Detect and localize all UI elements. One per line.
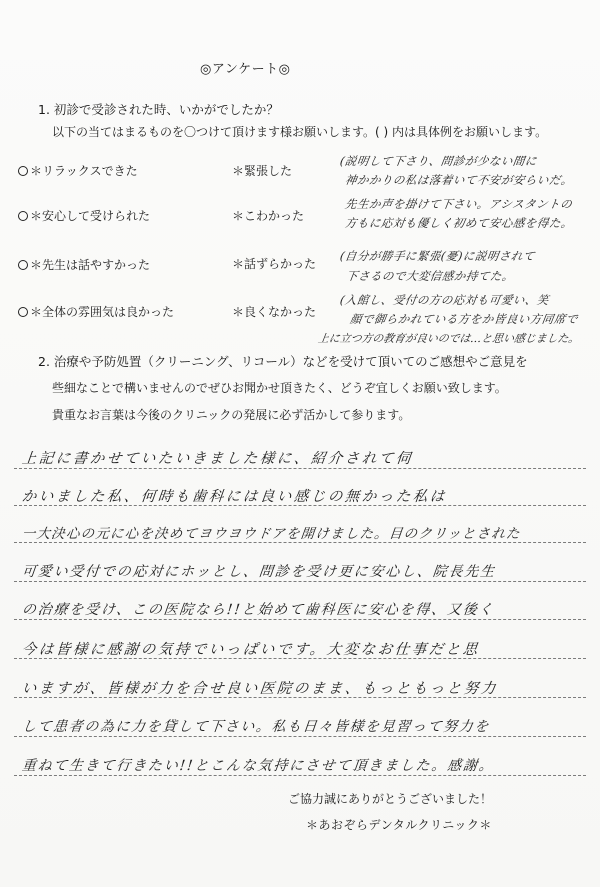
comment-line: して患者の為に力を貸して下さい。私も日々皆様を見習って努力を xyxy=(21,719,491,735)
comment-line: いますが、皆様が力を合せ良い医院のまま、もっともっと努力 xyxy=(21,681,499,697)
comment-line: 今は皆様に感謝の気持でいっぱいです。大変なお仕事だと思 xyxy=(21,642,481,658)
comment-rule xyxy=(14,736,586,737)
comment-line: かいました私、何時も歯科には良い感じの無かった私は xyxy=(21,489,448,505)
comment-line: 上記に書かせていたいきました様に、紹介されて伺 xyxy=(21,451,414,467)
question-2-line-3: 貴重なお言葉は今後のクリニックの発展に必ず活かして参ります。 xyxy=(52,408,411,422)
comment-rule xyxy=(14,775,586,776)
option-label: ＊安心して受けられた xyxy=(30,209,151,223)
comment-line: 一大決心の元に心を決めてヨウヨウドアを開けました。目のクリッとされた xyxy=(20,526,522,542)
clinic-name: ＊あおぞらデンタルクリニック＊ xyxy=(306,818,492,832)
comment-line: 重ねて生きて行きたい!!とこんな気持にさせて頂きました。感謝。 xyxy=(21,758,496,774)
comment-line: の治療を受け、この医院なら!!と始めて歯科医に安心を得、又後く xyxy=(21,602,496,618)
thank-you-note: ご協力誠にありがとうございました！ xyxy=(288,792,493,806)
comment-line: 可愛い受付での応対にホッとし、問診を受け更に安心し、院長先生 xyxy=(21,564,497,580)
option-nervous: ＊緊張した xyxy=(232,164,293,178)
option-not-good: ＊良くなかった xyxy=(232,305,317,319)
option-circle xyxy=(18,166,28,176)
option-easy-to-talk xyxy=(18,256,150,273)
option-hard-to-talk: ＊話ずらかった xyxy=(232,257,317,271)
option-circle xyxy=(18,307,28,317)
handwritten-remark: 上に立つ方の教育が良いのでは…と思い感じました。 xyxy=(317,332,581,345)
handwritten-remark: 下さるので大変信感か持てた。 xyxy=(345,269,515,283)
option-circle xyxy=(18,260,28,270)
handwritten-remark: (説明して下さり、問診が少ない間に xyxy=(339,154,538,168)
option-felt-safe xyxy=(18,207,150,224)
question-1-instruction: 以下の当てはまるものを〇つけて頂けます様お願いします。( ) 内は具体例をお願いします。 xyxy=(52,125,548,139)
handwritten-remark: 神かかりの私は落着いて不安が安らいだ。 xyxy=(344,173,574,187)
comment-rule xyxy=(14,542,586,543)
comment-rule xyxy=(14,581,586,582)
handwritten-remark: 顔で御らかれている方をか皆良い方同席で xyxy=(349,312,579,326)
option-scared: ＊こわかった xyxy=(232,209,305,223)
handwritten-remark: 方もに応対も優しく初めて安心感を得た。 xyxy=(344,216,574,230)
option-relaxed xyxy=(18,162,138,179)
question-2-label: 2. 治療や予防処置（クリーニング、リコール）などを受けて頂いてのご感想やご意見を xyxy=(38,354,528,369)
handwritten-remark: 先生か声を掛けて下さい。アシスタントの xyxy=(344,197,574,211)
option-circle xyxy=(18,211,28,221)
option-label: ＊全体の雰囲気は良かった xyxy=(30,305,175,319)
question-1-label: 1. 初診で受診された時、いかがでしたか？ xyxy=(38,102,279,117)
option-label: ＊先生は話やすかった xyxy=(30,258,151,272)
survey-title: ◎アンケート◎ xyxy=(200,62,291,77)
handwritten-remark: (入館し、受付の方の応対も可愛い、笑 xyxy=(339,293,550,307)
option-atmosphere-good xyxy=(18,303,174,320)
handwritten-remark: (自分が勝手に緊張(憂)に説明されて xyxy=(339,249,536,263)
comment-rule xyxy=(14,468,586,469)
option-label: ＊リラックスできた xyxy=(30,164,138,178)
comment-rule xyxy=(14,619,586,620)
question-2-line-2: 些細なことで構いませんのでぜひお聞かせ頂きたく、どうぞ宜しくお願い致します。 xyxy=(52,381,507,395)
